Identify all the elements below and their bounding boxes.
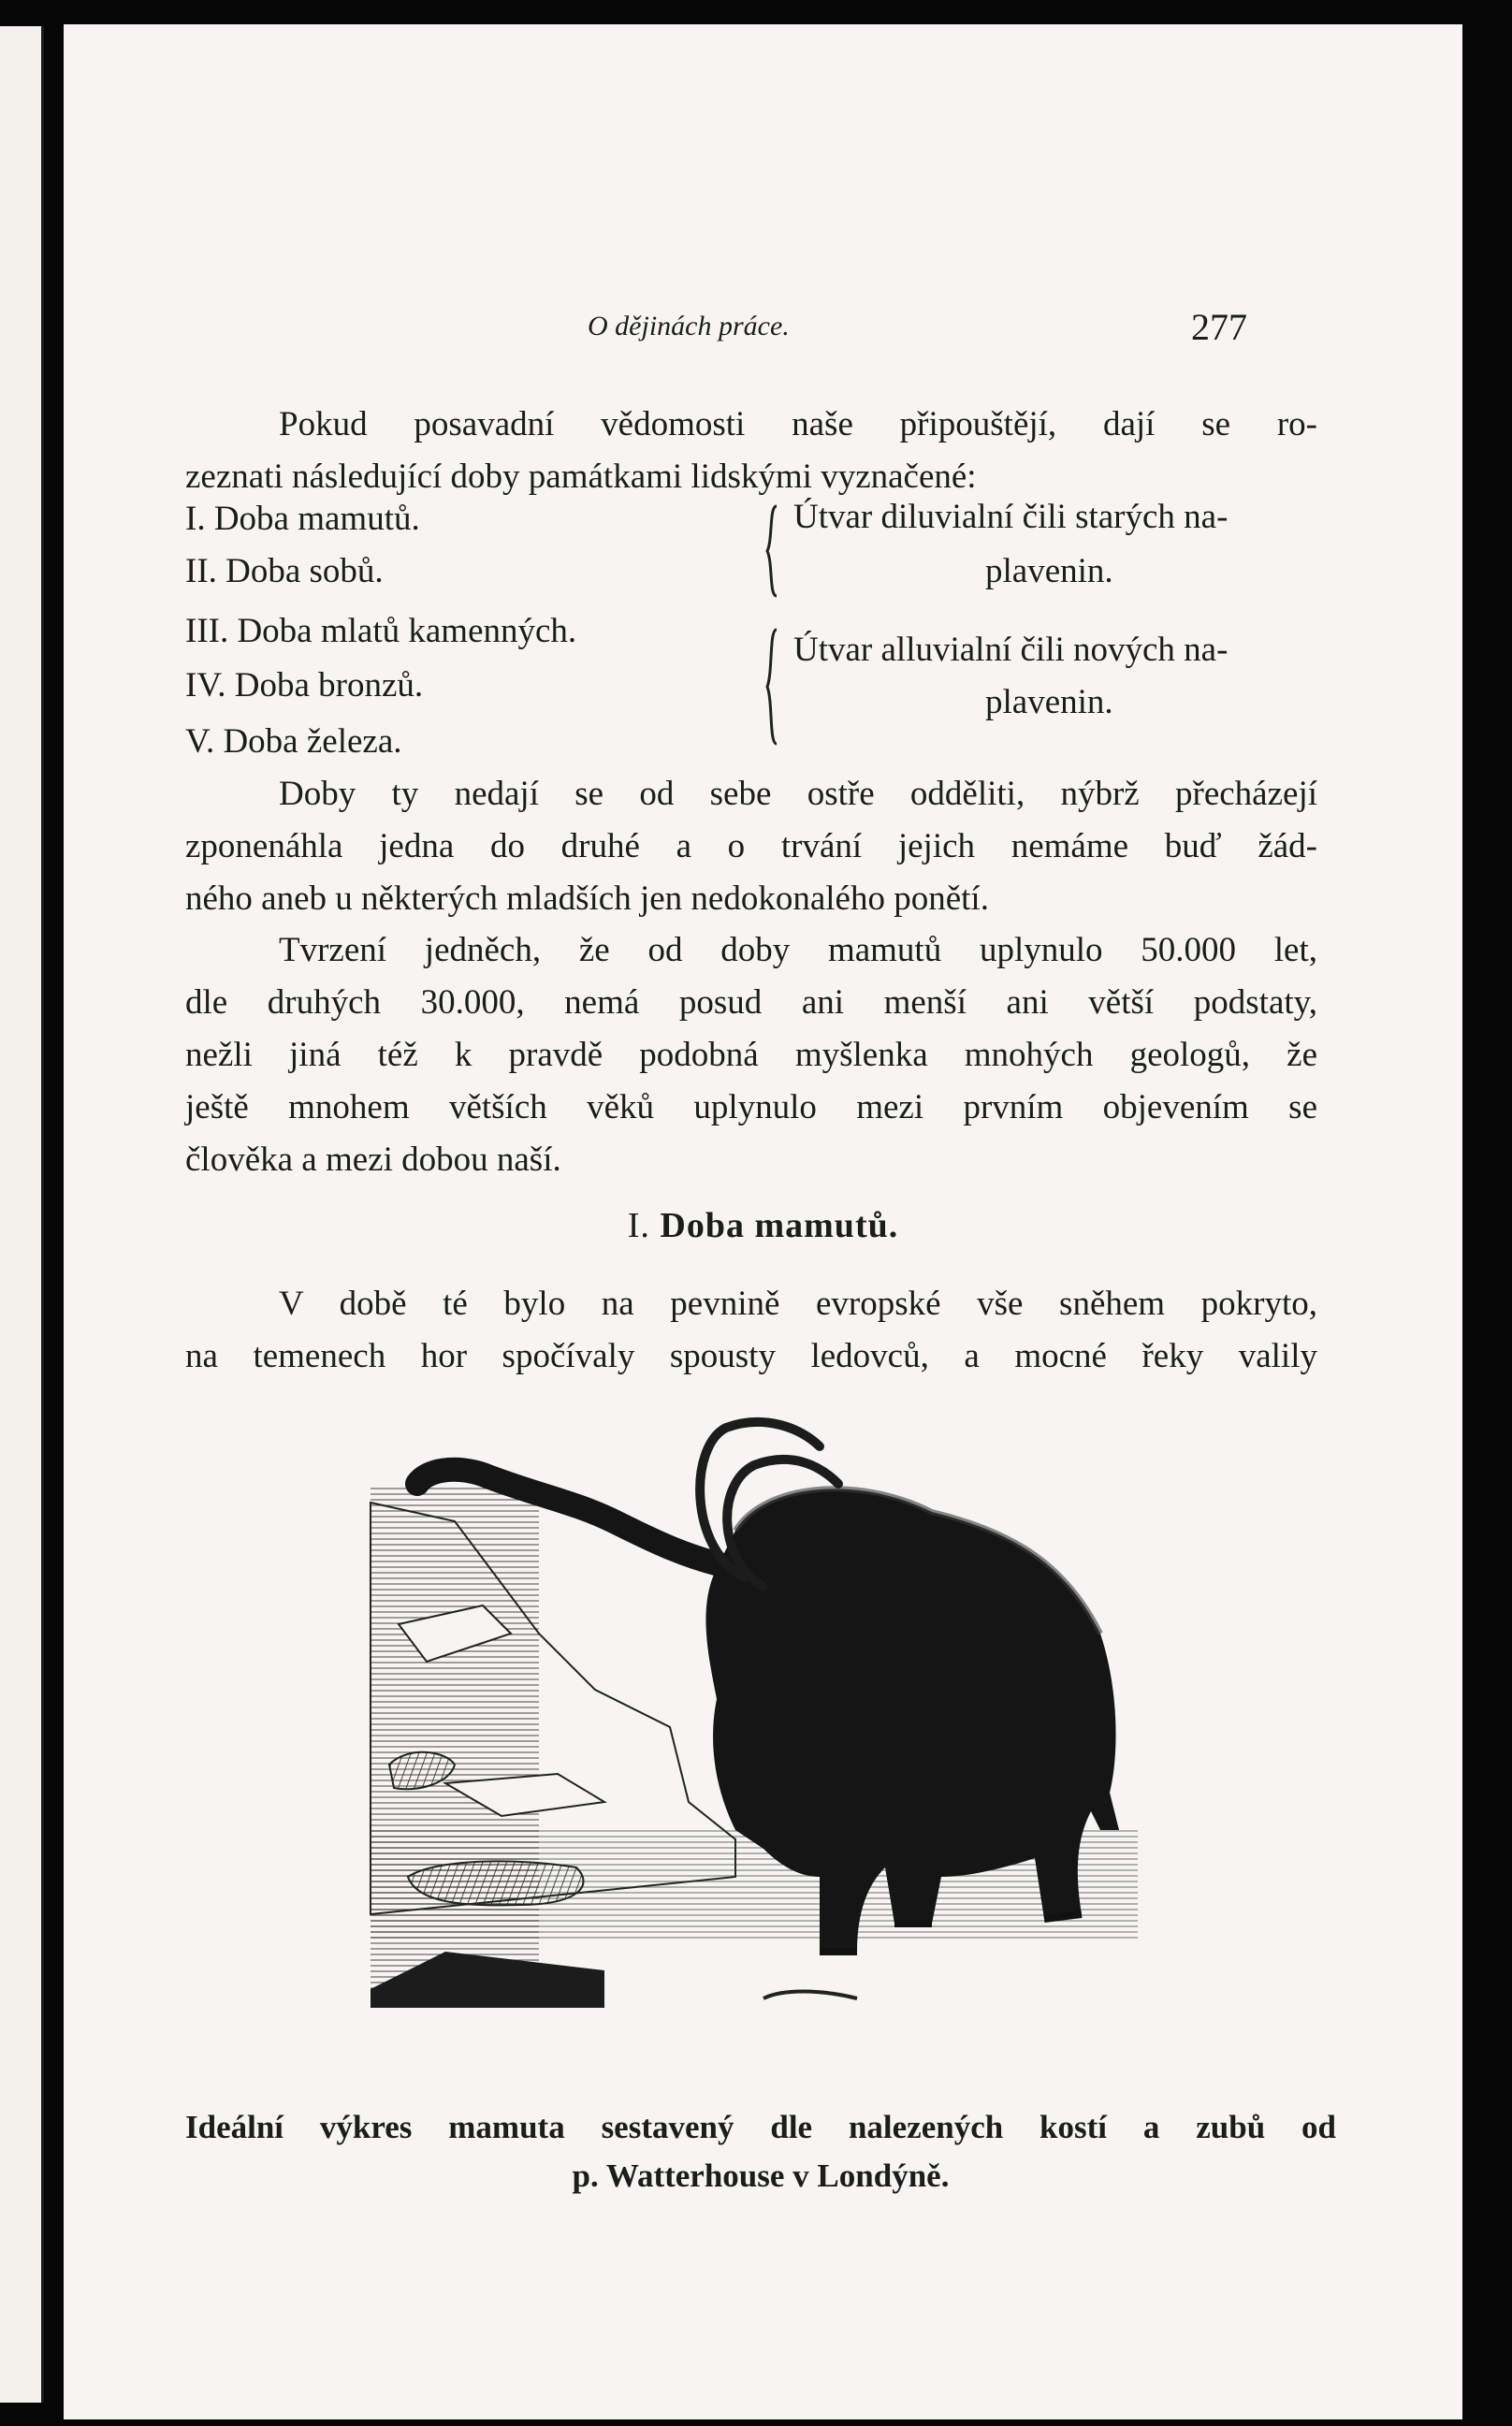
text-line: ještě mnohem větších věků uplynulo mezi prvním objevením se [185, 1088, 1317, 1126]
period-item: IV. Doba bronzů. [185, 666, 424, 705]
group1-line2: plavenin. [985, 552, 1113, 590]
period-list [185, 497, 1317, 768]
running-title: O dějinách práce. [588, 311, 790, 341]
caption-line: p. Watterhouse v Londýně. [572, 2157, 950, 2194]
period-item: V. Doba železa. [185, 722, 402, 761]
text-line: zponenáhla jedna do druhé a o trvání jejich nemáme buď žád- [185, 827, 1317, 865]
section-number: I. [627, 1206, 650, 1245]
book-page [64, 24, 1462, 2419]
caption-line: Ideální výkres mamuta sestavený dle nalezených kostí a zubů od [185, 2109, 1336, 2145]
section-title: Doba mamutů. [660, 1206, 899, 1245]
paragraph-2 [185, 924, 1317, 1186]
text-line: zeznati následující doby památkami lidskými vyznačené: [185, 458, 977, 496]
group2-line2: plavenin. [985, 683, 1113, 721]
section-heading [64, 1205, 1462, 1246]
text-line: V době té bylo na pevnině evropské vše sněhem pokryto, [279, 1285, 1317, 1323]
group1-line1: Útvar diluvialní čili starých na- [793, 498, 1228, 536]
period-item: III. Doba mlatů kamenných. [185, 612, 577, 650]
text-line: Pokud posavadní vědomosti naše připouštějí, dají se ro- [279, 405, 1317, 443]
brace-icon [763, 502, 782, 600]
text-line: nežli jiná též k pravdě podobná myšlenka mnohých geologů, že [185, 1036, 1317, 1074]
brace-icon [763, 626, 782, 748]
section-paragraph [185, 1278, 1317, 1383]
intro-paragraph [185, 399, 1317, 503]
paragraph-1 [185, 768, 1317, 925]
group2-line1: Útvar alluvialní čili nových na- [793, 631, 1228, 669]
period-item: I. Doba mamutů. [185, 500, 420, 538]
text-line: člověka a mezi dobou naší. [185, 1140, 561, 1179]
page-header [64, 305, 1462, 352]
text-line: ného aneb u některých mladších jen nedokonalého ponětí. [185, 879, 989, 918]
mammoth-illustration [296, 1390, 1259, 2101]
text-line: Tvrzení jedněch, že od doby mamutů uplynulo 50.000 let, [279, 931, 1317, 969]
text-line: dle druhých 30.000, nemá posud ani menší ani větší podstaty, [185, 983, 1317, 1022]
period-item: II. Doba sobů. [185, 552, 384, 590]
text-line: Doby ty nedají se od sebe ostře odděliti, nýbrž přecházejí [279, 775, 1317, 813]
figure-caption [185, 2103, 1336, 2201]
text-line: na temenech hor spočívaly spousty ledovců, a mocné řeky valily [185, 1337, 1317, 1375]
scan-left-edge [0, 26, 44, 2403]
page-number: 277 [1191, 306, 1247, 348]
